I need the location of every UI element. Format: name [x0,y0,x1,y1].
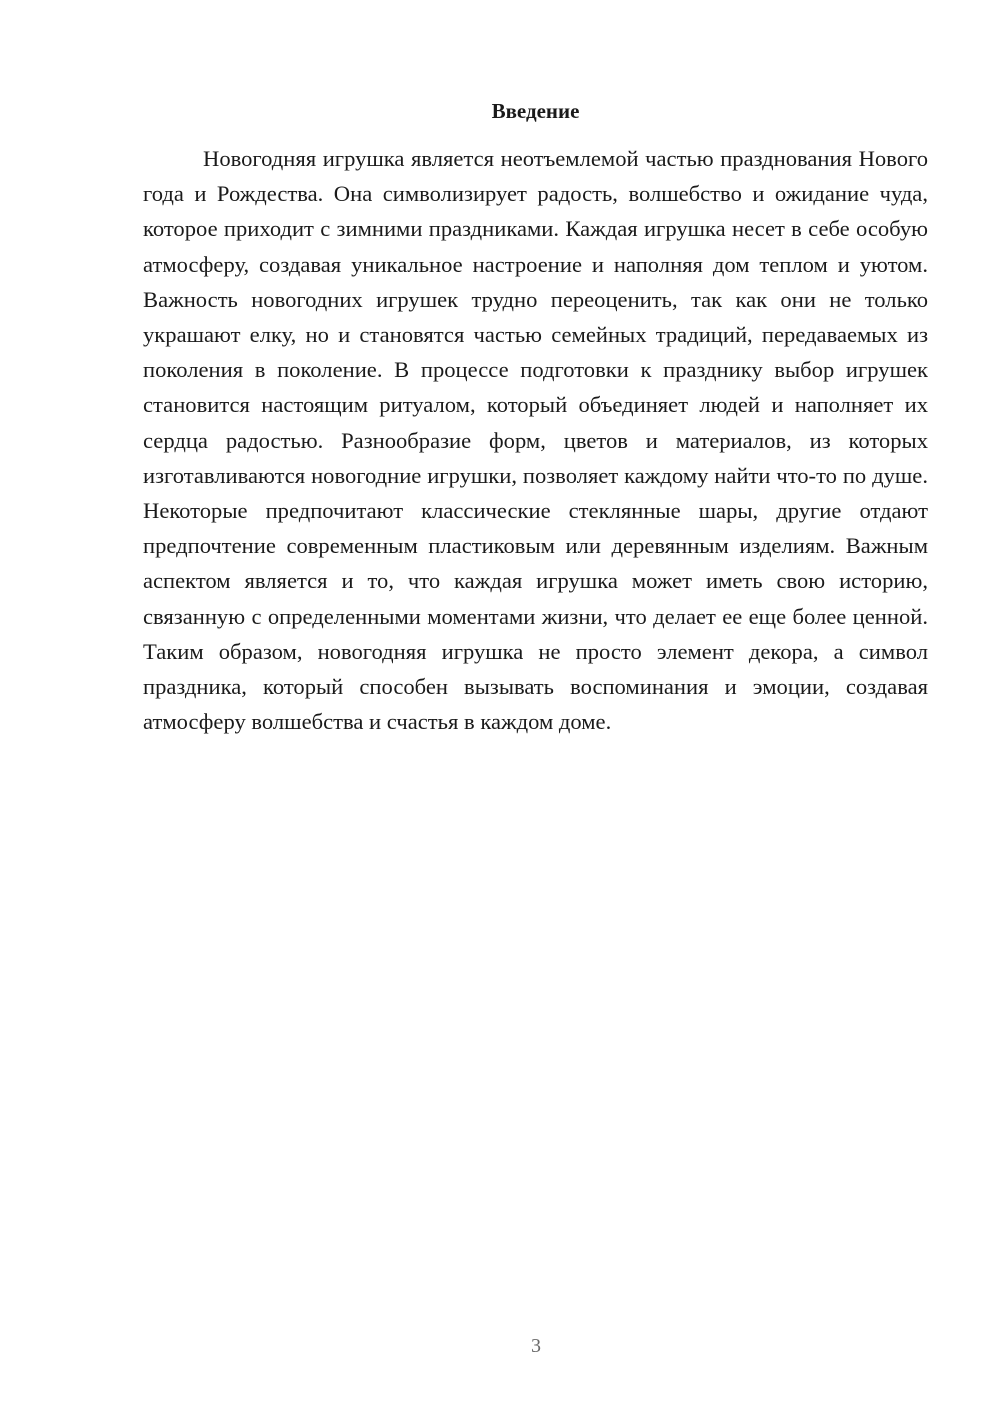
body-paragraph: Новогодняя игрушка является неотъемлемой частью празднования Нового года и Рождества. Она символизирует радость, волшебство и ожидание чуда, которое приходит с зимними праздниками. Каждая игрушка несет в себе особую атмосферу, создавая уникальное настроение и наполняя дом теплом и уютом. Важность новогодних игрушек трудно переоценить, так как они не только украшают елку, но и становятся частью семейных традиций, передаваемых из поколения в поколение. В процессе подготовки к празднику выбор игрушек становится настоящим ритуалом, который объединяет людей и наполняет их сердца радостью. Разнообразие форм, цветов и материалов, из которых изготавливаются новогодние игрушки, позволяет каждому найти что-то по душе. Некоторые предпочитают классические стеклянные шары, другие отдают предпочтение современным пластиковым или деревянным изделиям. Важным аспектом является и то, что каждая игрушка может иметь свою историю, связанную с определенными моментами жизни, что делает ее еще более ценной. Таким образом, новогодняя игрушка не просто элемент декора, а символ праздника, который способен вызывать воспоминания и эмоции, создавая атмосферу волшебства и счастья в каждом доме. [143,146,928,735]
page-number: 3 [531,1335,541,1357]
section-heading: Введение [491,99,580,123]
